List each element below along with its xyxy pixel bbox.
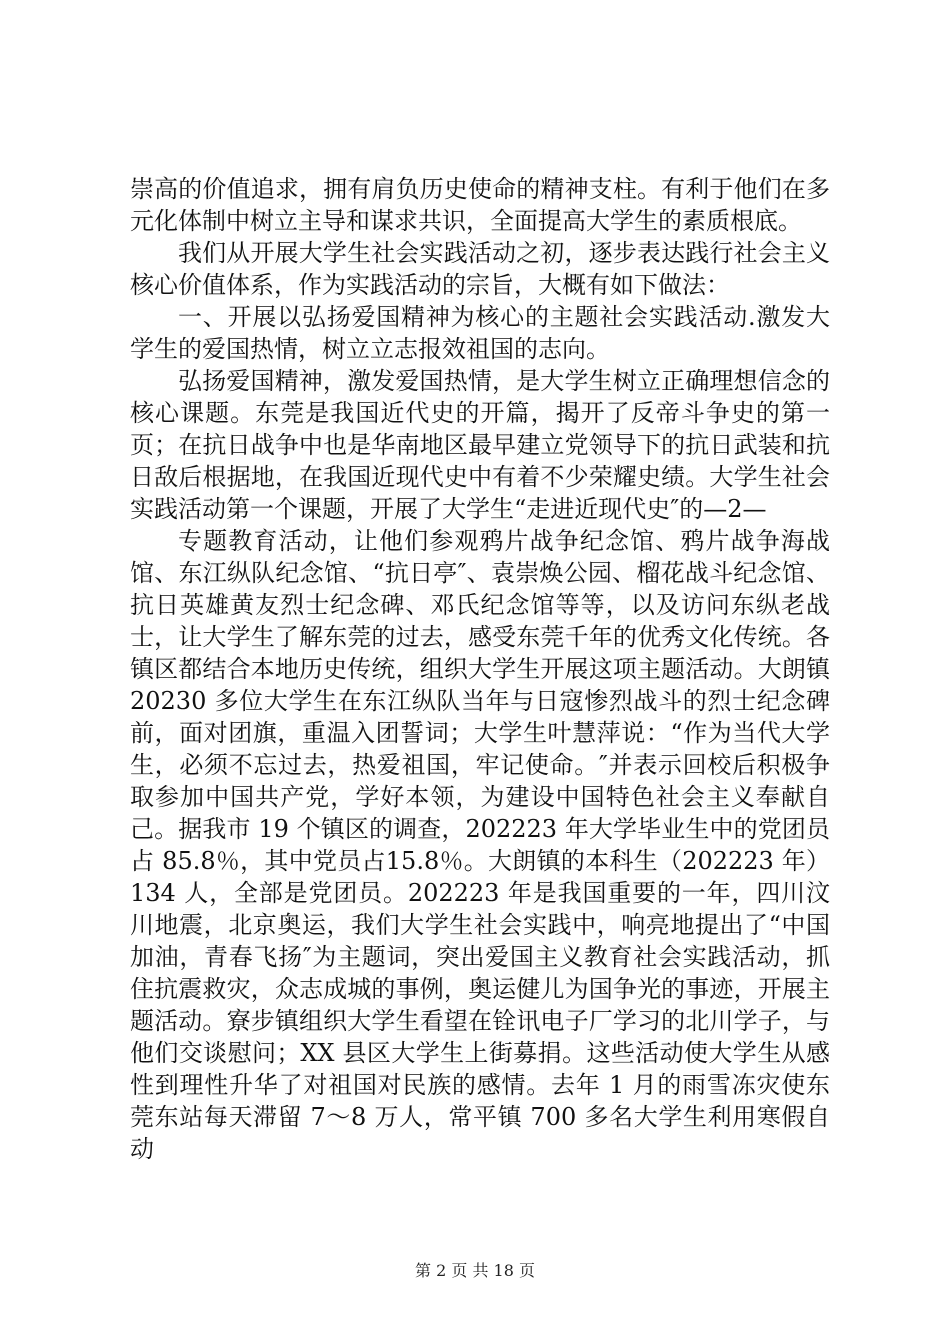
paragraph-1: 崇高的价值追求，拥有肩负历史使命的精神支柱。有利于他们在多元化体制中树立主导和谋求共识，全面提高大学生的素质根底。 (130, 175, 830, 235)
document-body (130, 173, 830, 1165)
paragraph-2: 我们从开展大学生社会实践活动之初，逐步表达践行社会主义核心价值体系，作为实践活动的宗旨，大概有如下做法： (130, 239, 830, 299)
paragraph-4: 弘扬爱国精神，激发爱国热情，是大学生树立正确理想信念的核心课题。东莞是我国近代史的开篇，揭开了反帝斗争史的第一页；在抗日战争中也是华南地区最早建立党领导下的抗日武装和抗日敌后根据地，在我国近现代史中有着不少荣耀史绩。大学生社会实践活动第一个课题，开展了大学生“走进近现代史″的—2— (130, 367, 830, 523)
paragraph-5: 专题教育活动，让他们参观鸦片战争纪念馆、鸦片战争海战馆、东江纵队纪念馆、“抗日亭″、袁崇焕公园、榴花战斗纪念馆、抗日英雄黄友烈士纪念碑、邓氏纪念馆等等，以及访问东纵老战士，让大学生了解东莞的过去，感受东莞千年的优秀文化传统。各镇区都结合本地历史传统，组织大学生开展这项主题活动。大朗镇 20230 多位大学生在东江纵队当年与日寇惨烈战斗的烈士纪念碑前，面对团旗，重温入团誓词；大学生叶慧萍说：“作为当代大学生，必须不忘过去，热爱祖国，牢记使命。″并表示回校后积极争取参加中国共产党，学好本领，为建设中国特色社会主义奉献自己。据我市 19 个镇区的调查，202223 年大学毕业生中的党团员占 85.8％，其中党员占15.8％。大朗镇的本科生（202223 年）134 人，全部是党团员。202223 年是我国重要的一年，四川汶川地震，北京奥运，我们大学生社会实践中，响亮地提出了“中国加油，青春飞扬″为主题词，突出爱国主义教育社会实践活动，抓住抗震救灾，众志成城的事例，奥运健儿为国争光的事迹，开展主题活动。寮步镇组织大学生看望在铨讯电子厂学习的北川学子，与他们交谈慰问；XX 县区大学生上街募捐。这些活动使大学生从感性到理性升华了对祖国对民族的感情。去年 1 月的雨雪冻灾使东莞东站每天滞留 7～8 万人，常平镇 700 多名大学生利用寒假自动 (130, 527, 830, 1163)
page-number-footer: 第 2 页 共 18 页 (415, 1261, 535, 1280)
paragraph-3-heading: 一、开展以弘扬爱国精神为核心的主题社会实践活动.激发大学生的爱国热情，树立立志报效祖国的志向。 (130, 303, 830, 363)
